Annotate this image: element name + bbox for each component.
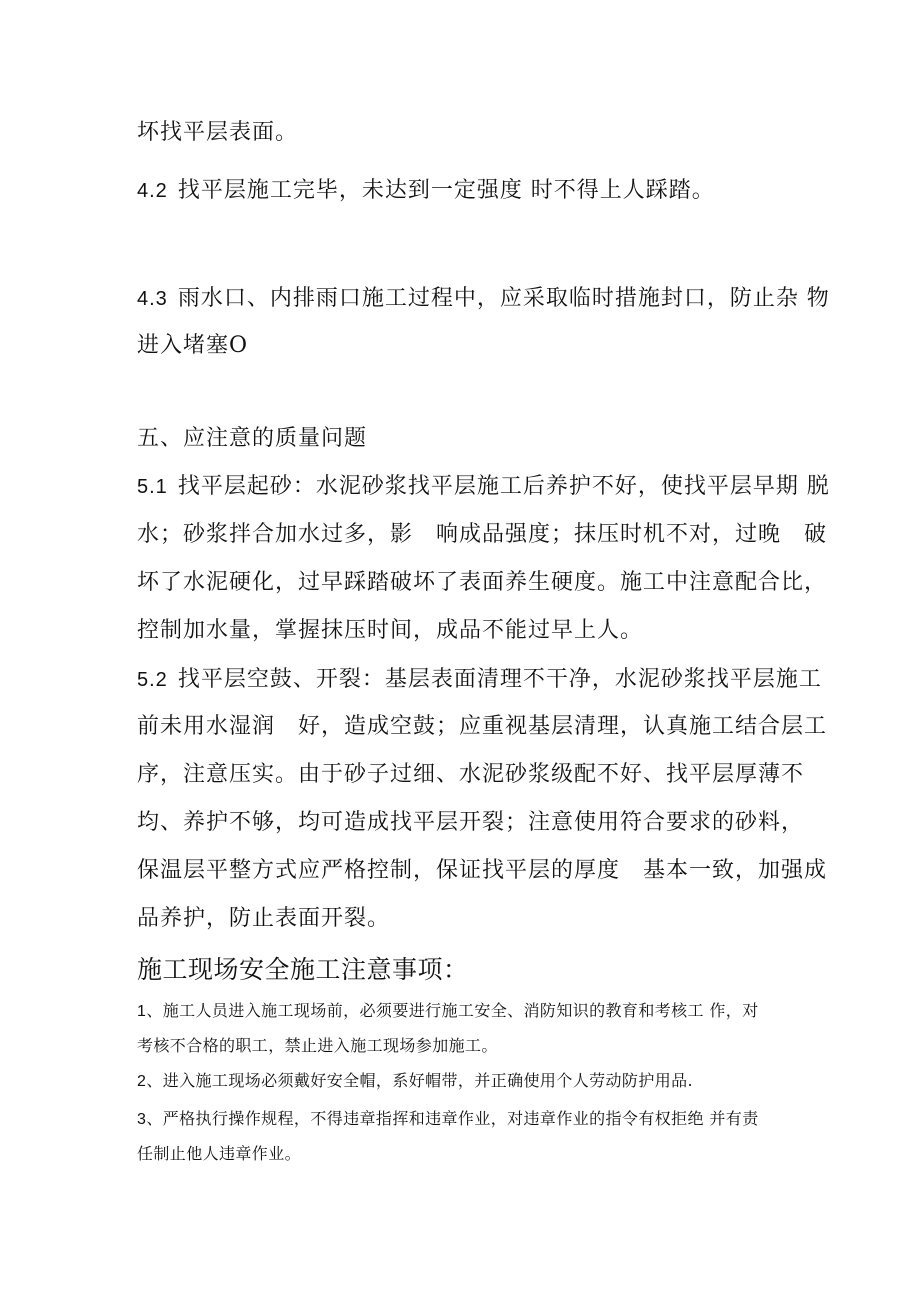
line-text: 坏找平层表面。 — [137, 120, 299, 145]
paragraph-line — [137, 520, 827, 550]
paragraph-line — [137, 284, 830, 314]
line-text: 找平层施工完毕，未达到一定强度 时不得上人踩踏。 — [177, 178, 715, 203]
item-text: 考核不合格的职工，禁止进入施工现场参加施工。 — [137, 1036, 498, 1055]
safety-item — [137, 1034, 498, 1058]
heading-text: 施工现场安全施工注意事项： — [137, 955, 469, 984]
paragraph-line — [137, 904, 390, 934]
safety-heading — [137, 953, 469, 987]
line-text: 均、养护不够，均可造成找平层开裂；注意使用符合要求的砂料， — [137, 810, 805, 835]
line-text: 水；砂浆拌合加水过多，影 响成品强度；抹压时机不对，过晚 破 — [137, 522, 828, 547]
section-number: 4.2 — [137, 180, 168, 202]
paragraph-line — [137, 760, 804, 790]
section-number: 4.3 — [137, 288, 168, 310]
safety-item — [137, 1107, 759, 1132]
line-text: 找平层起砂：水泥砂浆找平层施工后养护不好，使找平层早期 脱 — [177, 474, 830, 499]
section-number: 5.2 — [137, 669, 168, 691]
paragraph-line — [137, 808, 804, 838]
line-text: 坏了水泥硬化，过早踩踏破坏了表面养生硬度。施工中注意配合比， — [137, 570, 828, 595]
paragraph-line — [137, 118, 298, 148]
safety-item — [137, 1142, 301, 1166]
paragraph-line — [137, 616, 643, 646]
heading-text: 五、应注意的质量问题 — [137, 426, 368, 451]
line-text: 序，注意压实。由于砂子过细、水泥砂浆级配不好、找平层厚薄不 — [137, 762, 805, 787]
line-text: 品养护，防止表面开裂。 — [137, 906, 391, 931]
item-number: 1 — [137, 1003, 147, 1020]
paragraph-line — [137, 665, 822, 695]
paragraph-line — [137, 472, 830, 502]
line-text: 控制加水量，掌握抹压时间，成品不能过早上人。 — [137, 618, 644, 643]
paragraph-line — [137, 568, 827, 598]
safety-item — [137, 999, 759, 1024]
line-text: 进入堵塞O — [137, 333, 249, 358]
paragraph-line — [137, 856, 827, 886]
item-text: 任制止他人违章作业。 — [137, 1144, 302, 1163]
line-text: 保温层平整方式应严格控制，保证找平层的厚度 基本一致，加强成 — [137, 858, 828, 883]
safety-item — [137, 1069, 693, 1094]
item-number: 2 — [137, 1073, 147, 1090]
paragraph-line — [137, 712, 827, 742]
line-text: 雨水口、内排雨口施工过程中，应采取临时措施封口，防止杂 物 — [177, 286, 830, 311]
item-text: 、严格执行操作规程，不得违章指挥和违章作业，对违章作业的指令有权拒绝 并有责 — [146, 1109, 759, 1128]
paragraph-line — [137, 331, 248, 361]
item-text: 、进入施工现场必须戴好安全帽，系好帽带，并正确使用个人劳动防护用品. — [146, 1071, 693, 1090]
item-number: 3 — [137, 1111, 147, 1128]
section-heading — [137, 424, 367, 454]
line-text: 找平层空鼓、开裂：基层表面清理不干净，水泥砂浆找平层施工 — [177, 667, 822, 692]
paragraph-line — [137, 176, 715, 206]
section-number: 5.1 — [137, 476, 168, 498]
item-text: 、施工人员进入施工现场前，必须要进行施工安全、消防知识的教育和考核工 作，对 — [146, 1001, 759, 1020]
line-text: 前未用水湿润 好，造成空鼓；应重视基层清理，认真施工结合层工 — [137, 714, 828, 739]
